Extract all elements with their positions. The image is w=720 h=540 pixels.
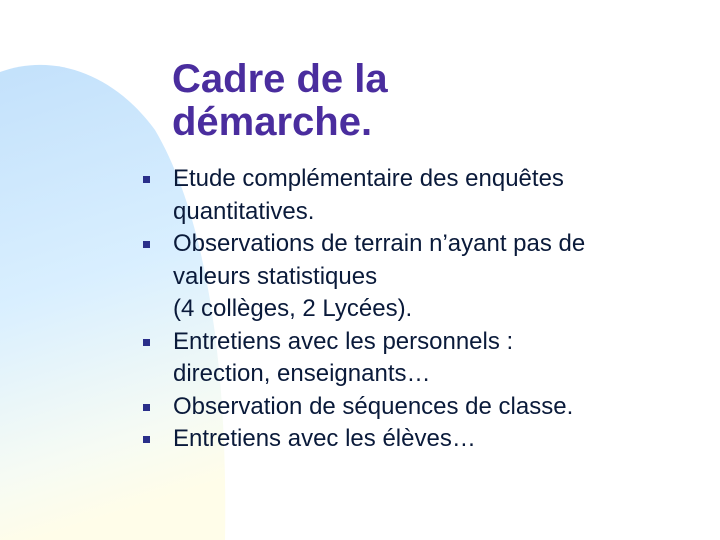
bullet-text-line: Observation de séquences de classe. [173, 392, 574, 420]
bullet-text-line: Entretiens avec les élèves… [173, 425, 476, 452]
slide-title-line: Cadre de la [172, 57, 388, 101]
bullet-item [140, 228, 700, 326]
bullet-text-line: Observations de terrain n’ayant pas de [173, 230, 586, 257]
bullet-item [140, 326, 700, 391]
bullet-text-line: Etude complémentaire des enquêtes [173, 165, 564, 192]
bullet-text-line: Entretiens avec les personnels : [173, 327, 514, 355]
square-bullet-icon [143, 176, 150, 183]
bullet-text-line: valeurs statistiques [173, 262, 378, 290]
square-bullet-icon [143, 436, 150, 443]
bullet-list [140, 163, 700, 456]
bullet-text [173, 326, 700, 391]
square-bullet-icon [143, 404, 150, 411]
bullet-text [173, 423, 700, 456]
slide-title [172, 58, 388, 144]
square-bullet-icon [143, 241, 150, 248]
bullet-text [173, 391, 700, 424]
bullet-item [140, 423, 700, 456]
bullet-item [140, 163, 700, 228]
bullet-text-line: direction, enseignants… [173, 360, 431, 387]
bullet-text [173, 163, 700, 228]
slide-title-line: démarche. [172, 100, 373, 144]
bullet-text-line: quantitatives. [173, 197, 315, 225]
bullet-text-line: (4 collèges, 2 Lycées). [173, 295, 413, 322]
bullet-item [140, 391, 700, 424]
square-bullet-icon [143, 339, 150, 346]
bullet-text [173, 228, 700, 326]
